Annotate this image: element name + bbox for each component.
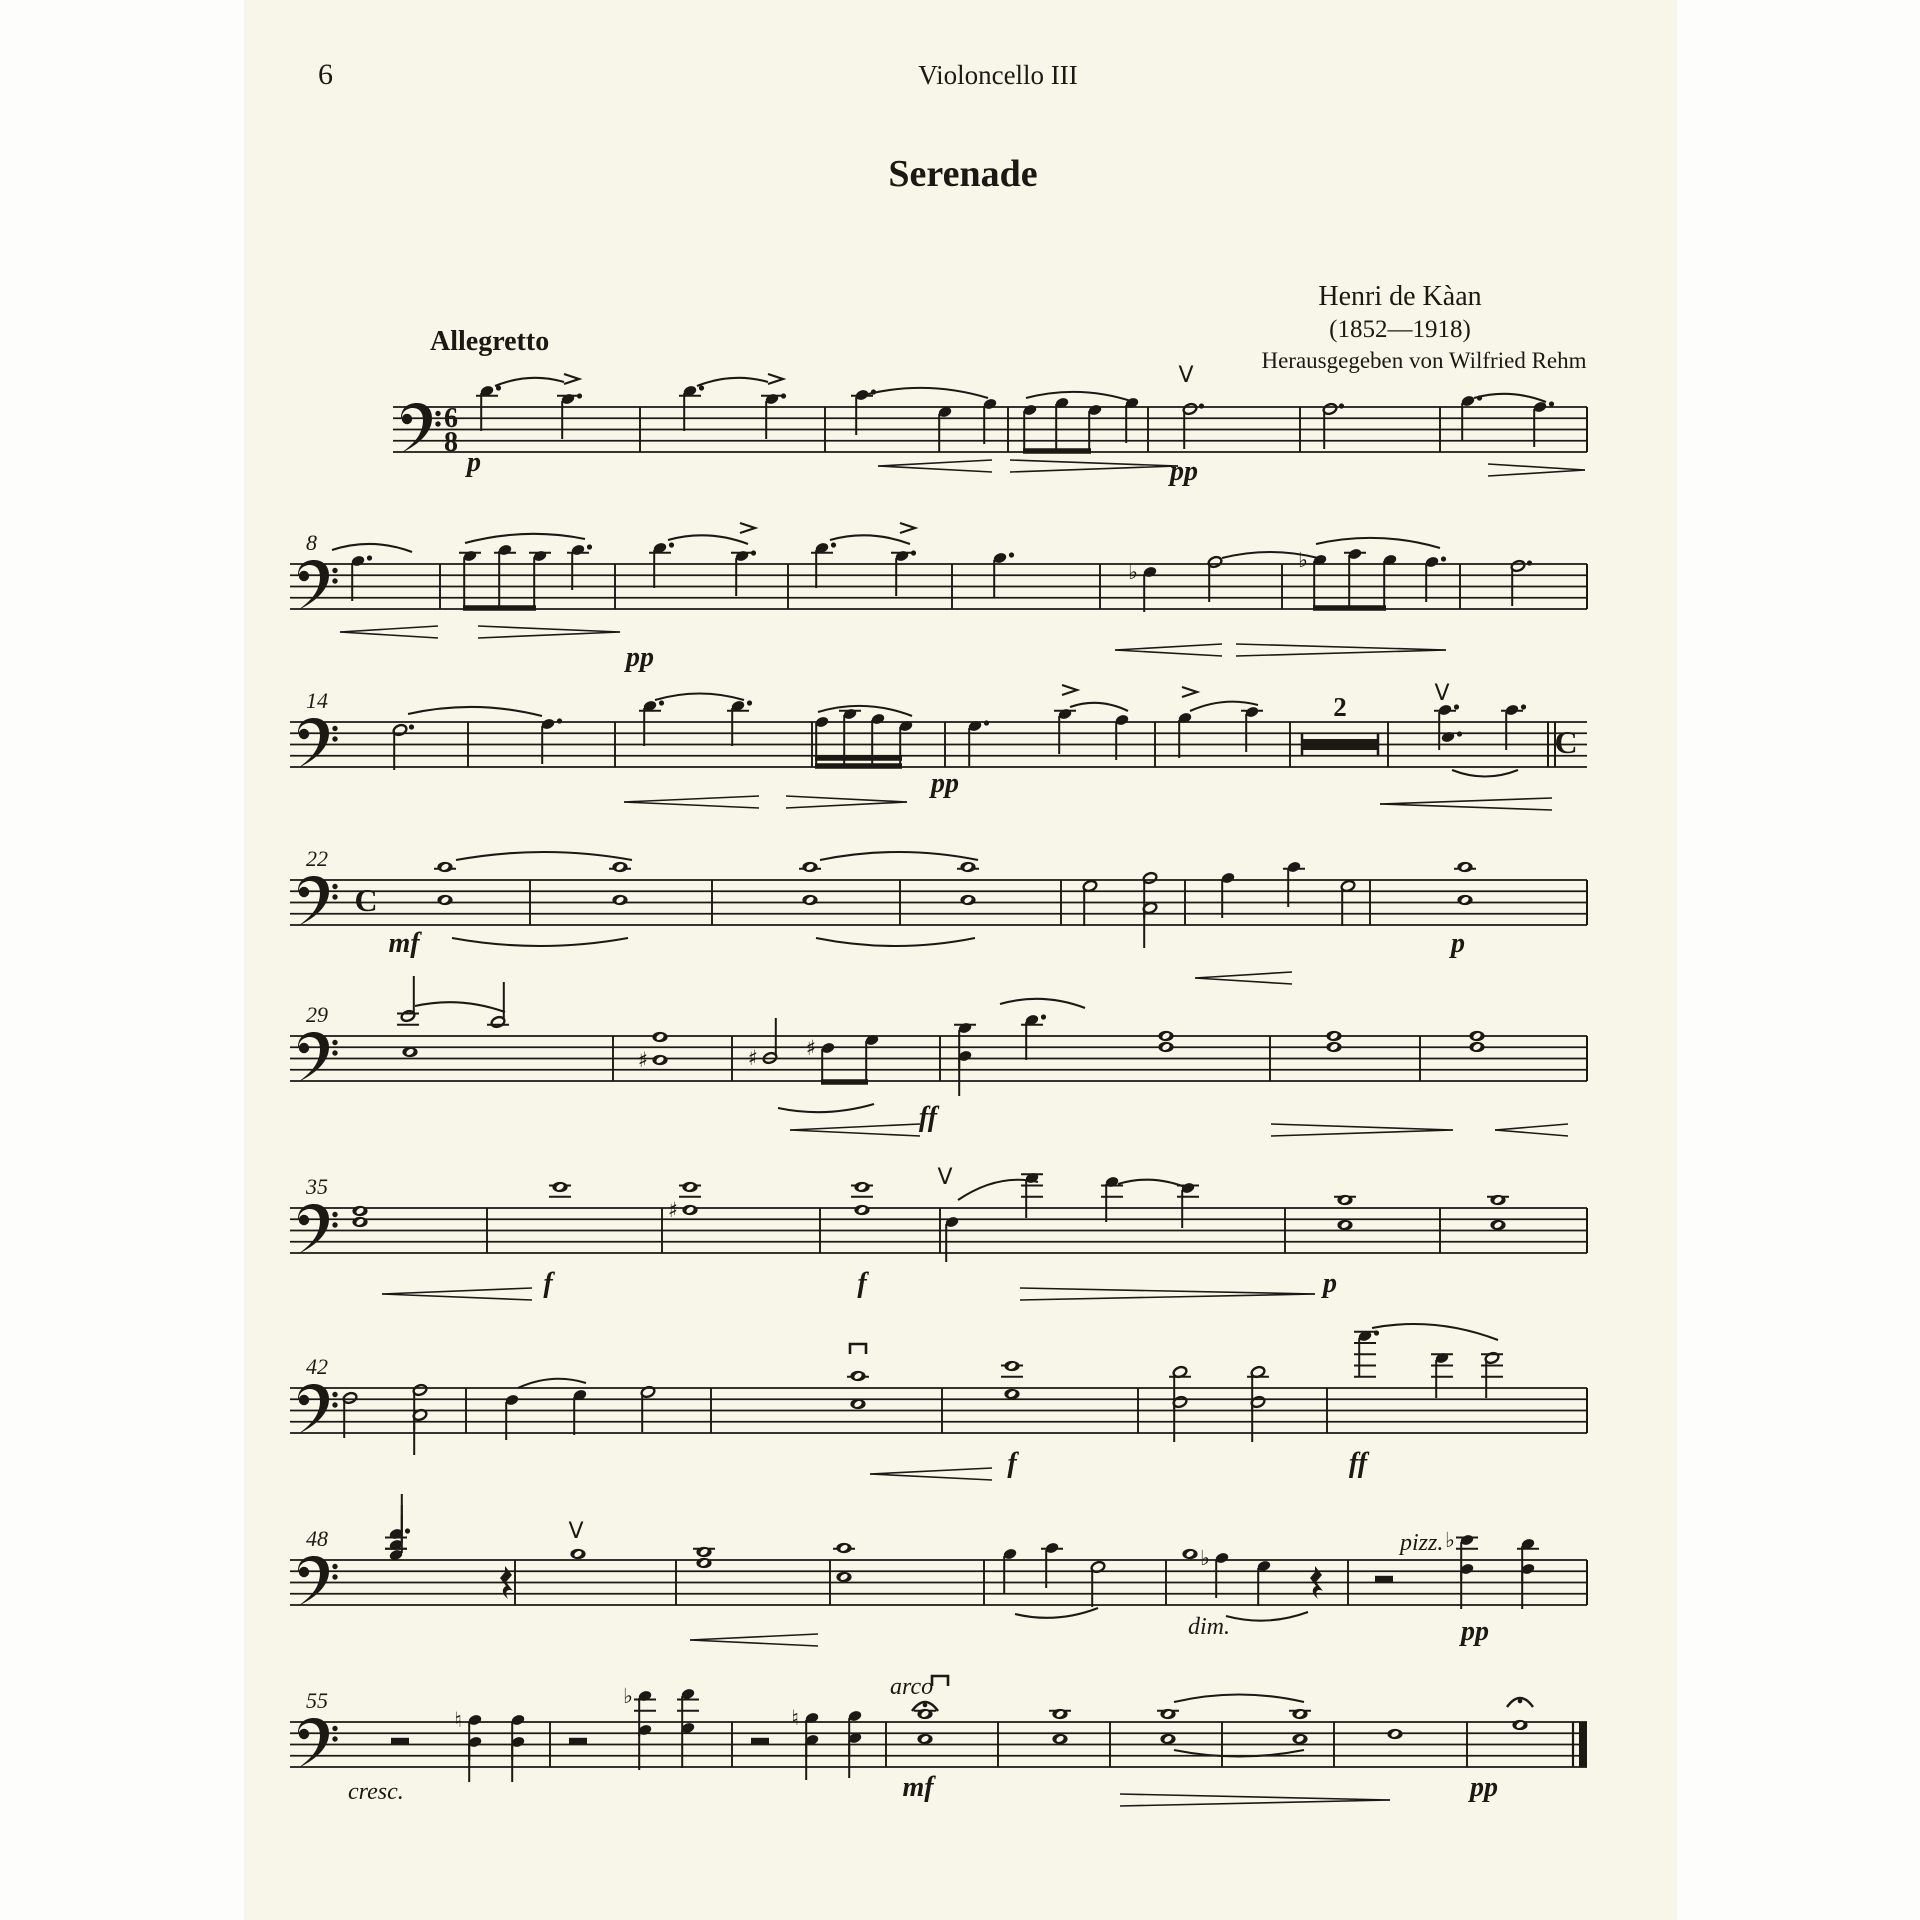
up-bow-icon: V [937, 1165, 953, 1190]
staff-system-6 [290, 1165, 1587, 1300]
measure-number: 55 [306, 1688, 328, 1713]
bass-clef-icon [298, 1556, 338, 1606]
up-bow-icon: V [568, 1519, 584, 1544]
slur [830, 535, 910, 544]
bass-clef-icon [298, 1384, 338, 1434]
accidental: ♭ [1298, 548, 1308, 572]
slur [668, 535, 748, 544]
staff-system-7 [290, 1324, 1587, 1480]
time-signature: 6 [444, 403, 458, 434]
slur [1070, 703, 1128, 711]
accidental: ♭ [1200, 1546, 1210, 1570]
expression-text: cresc. [348, 1779, 404, 1805]
expression-text: arco [890, 1674, 934, 1700]
dynamic-marking: mf [902, 1772, 934, 1803]
bass-clef-icon [298, 1032, 338, 1082]
slur [1118, 1180, 1192, 1190]
staff-system-2 [290, 523, 1587, 673]
half-rest [751, 1738, 769, 1745]
dynamic-marking: pp [1461, 1616, 1489, 1647]
accidental: ♭ [1445, 1528, 1455, 1552]
accent-icon [1062, 685, 1077, 695]
accidental: ♮ [791, 1706, 799, 1730]
accent-icon [740, 523, 755, 533]
slur [1226, 1612, 1308, 1621]
bass-clef-icon [401, 403, 441, 453]
page-number: 6 [318, 58, 333, 91]
bass-clef-icon [298, 560, 338, 610]
dynamic-marking: p [1323, 1268, 1337, 1299]
slur [1174, 1695, 1304, 1703]
slur [1474, 394, 1546, 402]
slur [452, 938, 628, 946]
bass-clef-icon [298, 718, 338, 768]
piece-title: Serenade [888, 153, 1038, 195]
dynamic-marking: pp [1170, 456, 1198, 487]
measure-number: 8 [306, 530, 317, 555]
staff-system-3 [290, 681, 1587, 810]
measure-number: 29 [306, 1002, 328, 1027]
dynamic-marking: p [1451, 928, 1465, 959]
dynamic-marking: f [1007, 1448, 1017, 1479]
measure-number: 48 [306, 1526, 328, 1551]
accidental: ♮ [454, 1708, 462, 1732]
slur [697, 378, 768, 386]
slur [332, 544, 412, 552]
down-bow-icon [850, 1344, 866, 1354]
dynamic-marking: p [467, 447, 481, 478]
accent-icon [1182, 687, 1197, 697]
slur [415, 1002, 505, 1012]
slur [1316, 538, 1440, 548]
bass-clef-icon [298, 1204, 338, 1254]
dynamic-marking: f [857, 1268, 867, 1299]
bass-clef-icon [298, 1718, 338, 1768]
staff-system-1 [393, 363, 1587, 487]
up-bow-icon: V [1178, 363, 1194, 388]
accidental: ♯ [637, 1048, 649, 1072]
expression-text: dim. [1188, 1614, 1230, 1640]
dynamic-marking: f [543, 1268, 553, 1299]
up-bow-icon: V [1434, 681, 1450, 706]
staff-system-9 [290, 1674, 1587, 1806]
staff-system-5 [290, 976, 1587, 1136]
slur [1000, 999, 1085, 1008]
tempo-marking: Allegretto [430, 326, 550, 357]
slur [868, 388, 988, 398]
time-signature: 8 [444, 427, 458, 458]
time-signature: C [354, 882, 378, 918]
measure-number: 14 [306, 688, 328, 713]
slur [1026, 392, 1134, 402]
slur [655, 694, 744, 701]
dynamic-marking: mf [388, 928, 420, 959]
editor-credit: Herausgegeben von Wilfried Rehm [1261, 348, 1587, 373]
slur [1015, 1608, 1098, 1618]
half-rest [569, 1738, 587, 1745]
down-bow-icon [932, 1676, 948, 1686]
bass-clef-icon [298, 876, 338, 926]
note [1440, 730, 1455, 743]
composer-name: Henri de Kàan [1318, 281, 1482, 312]
time-signature: C [1554, 724, 1578, 760]
measure-number: 42 [306, 1354, 328, 1379]
staff-system-8 [290, 1494, 1587, 1647]
staff-system-4 [290, 846, 1587, 984]
slur [778, 1104, 874, 1112]
half-rest [391, 1738, 409, 1745]
accidental: ♯ [667, 1198, 679, 1222]
slur [816, 938, 975, 946]
dynamic-marking: ff [918, 1102, 938, 1133]
accent-icon [768, 374, 783, 384]
dynamic-marking: ff [1348, 1448, 1368, 1479]
measure-number: 22 [306, 846, 328, 871]
slur [1372, 1324, 1498, 1340]
slur [456, 852, 632, 860]
accent-icon [564, 374, 579, 384]
composer-dates: (1852—1918) [1329, 316, 1471, 343]
slur [465, 534, 585, 543]
accidental: ♯ [805, 1036, 817, 1060]
accidental: ♭ [1128, 560, 1138, 584]
expression-text: pizz. [1400, 1530, 1444, 1556]
slur [820, 852, 978, 860]
half-rest [1375, 1576, 1393, 1583]
multirest-count: 2 [1333, 692, 1347, 722]
accidental: ♯ [747, 1046, 759, 1070]
measure-number: 35 [306, 1174, 328, 1199]
slur [408, 707, 542, 716]
accent-icon [900, 523, 915, 533]
dynamic-marking: pp [931, 768, 959, 799]
slur [1452, 770, 1518, 777]
slur [495, 378, 564, 386]
accidental: ♭ [623, 1684, 633, 1708]
dynamic-marking: pp [1470, 1772, 1498, 1803]
slur [518, 1379, 586, 1388]
slur [818, 706, 912, 716]
part-title: Violoncello III [918, 60, 1078, 90]
dynamic-marking: pp [626, 642, 654, 673]
